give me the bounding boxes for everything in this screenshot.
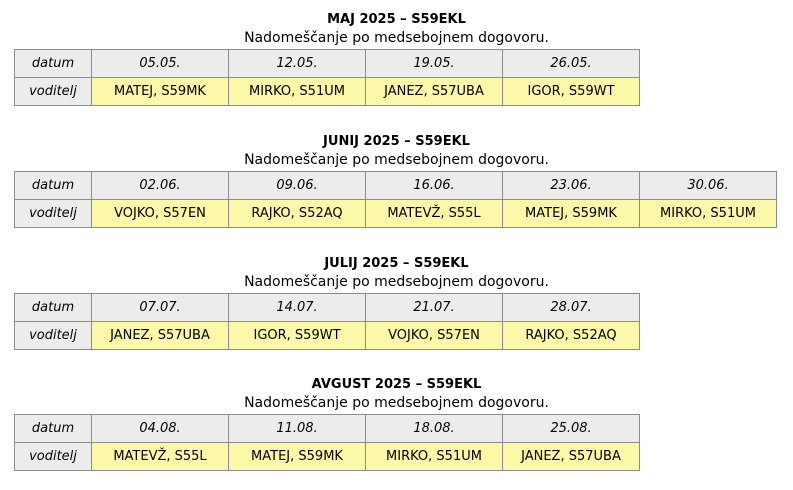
leader-cell: MATEVŽ, S55L (366, 200, 503, 228)
leader-row-label: voditelj (15, 443, 92, 471)
leader-cell: JANEZ, S57UBA (503, 443, 640, 471)
leader-row (15, 322, 640, 350)
schedule-table (14, 414, 640, 471)
leader-cell: MIRKO, S51UM (229, 78, 366, 106)
leader-row (15, 443, 640, 471)
date-cell: 23.06. (503, 172, 640, 200)
date-row-label: datum (15, 50, 92, 78)
date-cell: 16.06. (366, 172, 503, 200)
leader-row-label: voditelj (15, 322, 92, 350)
month-note: Nadomeščanje po medsebojnem dogovoru. (244, 395, 549, 411)
date-cell: 18.08. (366, 415, 503, 443)
date-cell: 05.05. (92, 50, 229, 78)
date-cell: 14.07. (229, 294, 366, 322)
date-cell: 26.05. (503, 50, 640, 78)
date-cell: 02.06. (92, 172, 229, 200)
date-cell: 19.05. (366, 50, 503, 78)
date-row (15, 172, 777, 200)
leader-cell: IGOR, S59WT (229, 322, 366, 350)
date-row (15, 294, 640, 322)
schedule-table (14, 49, 640, 106)
date-cell: 28.07. (503, 294, 640, 322)
leader-cell: MATEJ, S59MK (92, 78, 229, 106)
leader-cell: RAJKO, S52AQ (229, 200, 366, 228)
schedule-table (14, 293, 640, 350)
date-row (15, 415, 640, 443)
month-note: Nadomeščanje po medsebojnem dogovoru. (244, 274, 549, 290)
date-row-label: datum (15, 294, 92, 322)
date-row-label: datum (15, 172, 92, 200)
date-cell: 04.08. (92, 415, 229, 443)
date-cell: 09.06. (229, 172, 366, 200)
leader-cell: MIRKO, S51UM (366, 443, 503, 471)
leader-cell: MATEVŽ, S55L (92, 443, 229, 471)
month-title: JULIJ 2025 – S59EKL (324, 256, 469, 271)
leader-cell: MATEJ, S59MK (503, 200, 640, 228)
leader-cell: MATEJ, S59MK (229, 443, 366, 471)
leader-cell: JANEZ, S57UBA (366, 78, 503, 106)
leader-row-label: voditelj (15, 78, 92, 106)
month-title: JUNIJ 2025 – S59EKL (323, 134, 470, 149)
month-title: AVGUST 2025 – S59EKL (311, 377, 482, 392)
date-cell: 07.07. (92, 294, 229, 322)
month-title: MAJ 2025 – S59EKL (327, 12, 466, 27)
leader-cell: RAJKO, S52AQ (503, 322, 640, 350)
date-cell: 12.05. (229, 50, 366, 78)
month-note: Nadomeščanje po medsebojnem dogovoru. (244, 30, 549, 46)
leader-row (15, 200, 777, 228)
date-cell: 21.07. (366, 294, 503, 322)
leader-cell: MIRKO, S51UM (640, 200, 777, 228)
date-row-label: datum (15, 415, 92, 443)
date-cell: 11.08. (229, 415, 366, 443)
date-row (15, 50, 640, 78)
date-cell: 30.06. (640, 172, 777, 200)
leader-row-label: voditelj (15, 200, 92, 228)
leader-cell: JANEZ, S57UBA (92, 322, 229, 350)
schedule-table (14, 171, 777, 228)
month-note: Nadomeščanje po medsebojnem dogovoru. (244, 152, 549, 168)
leader-cell: VOJKO, S57EN (92, 200, 229, 228)
leader-cell: VOJKO, S57EN (366, 322, 503, 350)
date-cell: 25.08. (503, 415, 640, 443)
leader-row (15, 78, 640, 106)
leader-cell: IGOR, S59WT (503, 78, 640, 106)
